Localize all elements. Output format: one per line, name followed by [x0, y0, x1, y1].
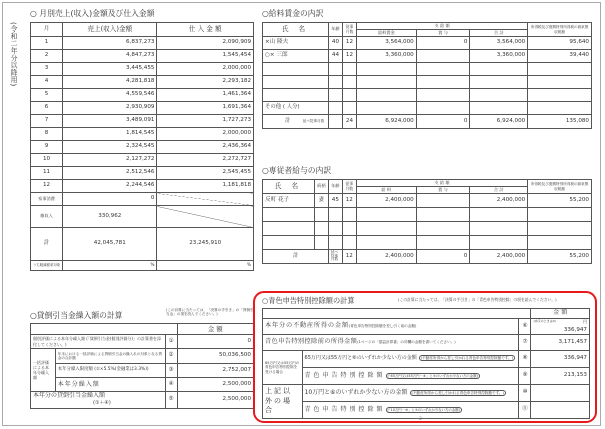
kashi-r3-v: 2,752,007 [177, 364, 253, 378]
sales-cell: 6,837,273 [63, 37, 157, 50]
kashi-r1-b: (「貸倒引当金(個別評価分)」の計算書を添付してください。) [33, 336, 161, 347]
kyuryo-h-name: 氏 名 [263, 23, 329, 37]
senju-h-wage: 給 料 [356, 187, 416, 194]
aoiro-r2: 青色申告特別控除前の所得金額 [265, 338, 358, 346]
purch-cell: 1,691,364 [157, 102, 254, 115]
senju-wage: 2,400,000 [356, 194, 416, 208]
kyuryo-row [263, 50, 592, 63]
kashi-r4-no: ④ [165, 378, 177, 392]
kyuryo-total: 3,360,000 [470, 50, 528, 63]
monthly-row [31, 167, 254, 180]
aoiro-small-note: (赤字のときは0) [533, 319, 556, 324]
kashi-r3-b: 本年分繰入限度額 (②×5.5%(金融業は3.3%)) [55, 364, 165, 378]
purch-cell: 2,000,000 [157, 128, 254, 141]
monthly-row [31, 76, 254, 89]
senju-name: 反町 花子 [263, 194, 315, 208]
senju-h-name: 氏 名 [263, 180, 315, 194]
aoiro-r5: 10万円と⑥のいずれか少ない方の金額 [304, 388, 408, 396]
row-total-purch: 23,245,910 [157, 228, 254, 261]
aoiro-r1-no: ⑥ [519, 319, 531, 335]
purch-cell: 2,545,455 [157, 167, 254, 180]
page-number: ― 2 ― [414, 416, 428, 421]
senju-h-bonus: 賞 与 [416, 187, 470, 194]
senju-h-total: 合 計 [470, 187, 528, 194]
kyuryo-name: ×山 隆夫 [263, 37, 329, 50]
senju-h-rel: 続柄 [314, 180, 328, 194]
kashi-r5-v: 2,500,000 [177, 392, 253, 409]
row-tax-purch: % [157, 261, 254, 271]
kyuryo-age: 40 [328, 37, 342, 50]
h-sales: 売上(収入)金額 [63, 23, 157, 37]
aoiro-h-amount: 金 額 [531, 309, 590, 319]
aoiro-r6-no: ⑪ [519, 402, 531, 419]
kashi-h-amount: 金 額 [177, 324, 253, 335]
kyuryo-h-months: 従事月数 [342, 23, 356, 37]
kashi-table [30, 323, 254, 409]
senju-sum-mon: 12 [342, 250, 356, 264]
row-jika-void [157, 193, 254, 206]
sales-cell: 2,324,545 [63, 141, 157, 154]
month-cell: 7 [31, 115, 63, 128]
senju-h-tax: 所得税及び復興特別所得税の源泉徴収税額 [528, 180, 592, 194]
purch-cell: 2,272,727 [157, 154, 254, 167]
kashi-r1-a: 個別評価による本年分繰入額 [33, 336, 85, 342]
kyuryo-bonus: 0 [416, 37, 470, 50]
kyuryo-h-bonus: 賞 与 [416, 30, 470, 37]
aoiro-r1-note: (青色申告特別控除額を差し引く前の金額) [348, 324, 417, 329]
aoiro-r3-note: (不動産所得から差し引かれる青色申告特別控除額です。) [420, 356, 514, 361]
row-jika-sales: 0 [63, 193, 157, 206]
sales-cell: 2,127,272 [63, 154, 157, 167]
aoiro-r2-no: ⑦ [519, 335, 531, 351]
month-cell: 11 [31, 167, 63, 180]
month-cell: 10 [31, 154, 63, 167]
senju-h-months: 従事月数 [342, 180, 356, 194]
monthly-row [31, 89, 254, 102]
kyuryo-sum-note: 延べ従事月数 [302, 118, 325, 123]
kyuryo-h-age: 年齢 [328, 23, 342, 37]
monthly-row [31, 128, 254, 141]
sales-cell: 1,814,545 [63, 128, 157, 141]
purch-cell: 1,181,818 [157, 180, 254, 193]
purch-cell: 2,293,182 [157, 76, 254, 89]
kashi-r1-v: 0 [177, 335, 253, 349]
monthly-row [31, 37, 254, 50]
purch-cell: 2,090,909 [157, 37, 254, 50]
kyuryo-sum-total: 6,924,000 [470, 115, 528, 129]
purch-cell: 2,436,364 [157, 141, 254, 154]
kashi-note: (この計算に当たっては、「決算の手引き」の「貸倒引当金」の項を読んでください。) [166, 308, 254, 317]
month-cell: 9 [31, 141, 63, 154]
senju-sum-note: 延べ従事月数 [328, 250, 342, 264]
kashi-title: ○貸倒引当金繰入額の計算 [30, 311, 123, 320]
aoiro-r5-no: ⑩ [519, 385, 531, 402]
senju-h-age: 年齢 [328, 180, 342, 194]
kyuryo-tax: 95,640 [528, 37, 592, 50]
aoiro-r4-v: 213,153 [531, 368, 590, 385]
monthly-row [31, 154, 254, 167]
monthly-title: ○ 月別売上(収入)金額及び仕入金額 [30, 9, 155, 18]
senju-total: 2,400,000 [470, 194, 528, 208]
aoiro-r6: 青色申告特別控除額 [304, 405, 386, 413]
h-month: 月 [31, 23, 63, 37]
row-total-sales: 42,045,781 [63, 228, 157, 261]
month-cell: 8 [31, 128, 63, 141]
senju-table [262, 179, 592, 264]
monthly-row [31, 102, 254, 115]
row-zatsu-label: 雑収入 [31, 206, 63, 228]
kyuryo-sum-mon: 24 [342, 115, 356, 129]
kyuryo-tax: 39,440 [528, 50, 592, 63]
aoiro-r4: 青色申告特別控除額 [304, 371, 386, 379]
senju-row [263, 194, 592, 208]
aoiro-r6-note: (「10万円－⑩」と⑦のいずれか少ない方の金額) [387, 407, 460, 412]
senju-sum-tax: 55,200 [528, 250, 592, 264]
kyuryo-title: ○給料賃金の内訳 [262, 9, 324, 18]
aoiro-r2-v: 3,171,457 [531, 335, 590, 351]
kyuryo-sum: 計 [285, 117, 291, 124]
aoiro-yen: 円 [583, 319, 587, 325]
aoiro-note: (この計算に当たっては、「決算の手引き」の「青色申告特別控除」の項を読んでください。) [398, 297, 557, 302]
kyuryo-h-breakdown: 支 給 額 [356, 23, 527, 30]
senju-title: ○専従者給与の内訳 [262, 166, 332, 175]
kyuryo-name: ○× 三郎 [263, 50, 329, 63]
month-cell: 2 [31, 50, 63, 63]
kyuryo-wage: 3,360,000 [356, 50, 416, 63]
month-cell: 1 [31, 37, 63, 50]
sales-cell: 3,445,455 [63, 63, 157, 76]
sales-cell: 2,512,546 [63, 167, 157, 180]
monthly-row [31, 115, 254, 128]
row-jika-label: 家事消費 [31, 193, 63, 206]
kyuryo-h-total: 合 計 [470, 30, 528, 37]
aoiro-r2-note: (1ページの「損益計算書」の㊸欄の金額を書いてください。) [357, 340, 456, 345]
monthly-row [31, 141, 254, 154]
kashi-r5-no: ⑤ [165, 392, 177, 409]
month-cell: 5 [31, 89, 63, 102]
month-cell: 4 [31, 76, 63, 89]
aoiro-r5-side: 上記以外の場合 [263, 385, 303, 419]
senju-rel: 妻 [314, 194, 328, 208]
senju-tax: 55,200 [528, 194, 592, 208]
kyuryo-mon: 12 [342, 50, 356, 63]
purch-cell: 1,727,273 [157, 115, 254, 128]
senju-sum-wage: 2,400,000 [356, 250, 416, 264]
aoiro-r3-v: 336,947 [531, 351, 590, 368]
senju-mon: 12 [342, 194, 356, 208]
monthly-row [31, 180, 254, 193]
kashi-r2-a: 一括評価による本年分繰入額 [31, 349, 56, 392]
month-cell: 12 [31, 180, 63, 193]
kashi-r2-no: ② [165, 349, 177, 364]
row-zatsu-void [157, 206, 254, 228]
sales-cell: 2,244,546 [63, 180, 157, 193]
purch-cell: 2,000,000 [157, 63, 254, 76]
purch-cell: 1,545,454 [157, 50, 254, 63]
kashi-r5-sub: (①＋④) [93, 400, 111, 406]
kashi-r4-b: 本年分繰入額 [55, 378, 165, 392]
sales-cell: 4,559,546 [63, 89, 157, 102]
senju-bonus [416, 194, 470, 208]
aoiro-table [262, 308, 590, 419]
senju-age: 45 [328, 194, 342, 208]
kashi-r1-no: ① [165, 335, 177, 349]
senju-sum-bonus: 0 [416, 250, 470, 264]
h-purch: 仕 入 金 額 [157, 23, 254, 37]
kyuryo-row [263, 37, 592, 50]
kashi-r2-v: 50,036,500 [177, 349, 253, 364]
senju-sum: 計 [293, 252, 299, 259]
kyuryo-h-tax: 所得税及び復興特別所得税の源泉徴収税額 [528, 23, 592, 37]
kyuryo-wage: 3,564,000 [356, 37, 416, 50]
sales-cell: 2,930,909 [63, 102, 157, 115]
aoiro-r4-no: ⑨ [519, 368, 531, 385]
kashi-r2-b: 年末における一括評価による貸倒引当金の繰入れの対象となる貸金の合計額 [55, 349, 165, 364]
sales-cell: 3,489,091 [63, 115, 157, 128]
aoiro-title: ○青色申告特別控除額の計算 [262, 296, 355, 305]
aoiro-r3: 65万円又は55万円と⑥のいずれか少ない方の金額 [304, 355, 417, 362]
kashi-r3-no: ③ [165, 364, 177, 378]
kyuryo-mon: 12 [342, 37, 356, 50]
kyuryo-sum-bonus: 0 [416, 115, 470, 129]
monthly-row [31, 63, 254, 76]
kyuryo-h-wage: 給料賃金 [356, 30, 416, 37]
month-cell: 6 [31, 102, 63, 115]
row-zatsu-sales: 330,962 [63, 206, 157, 228]
aoiro-r4-note: (「65万円又は55万円－⑧」と⑦のいずれか少ない方の金額) [387, 373, 478, 378]
aoiro-r1: 本年分の不動産所得の金額 [265, 322, 349, 330]
monthly-table [30, 22, 254, 271]
aoiro-r5-note: (不動産所得から差し引かれる青色申告特別控除額です。) [411, 390, 504, 395]
kyuryo-total: 3,564,000 [470, 37, 528, 50]
sales-cell: 4,281,818 [63, 76, 157, 89]
kyuryo-table [262, 22, 592, 129]
senju-sum-total: 2,400,000 [470, 250, 528, 264]
monthly-row [31, 50, 254, 63]
kashi-r4-v: 2,500,000 [177, 378, 253, 392]
kashi-r5-a: 本年分の貸倒引当金繰入額 [33, 392, 106, 400]
aoiro-r3-side: 65万円又は55万円の青色申告特別控除を受ける場合 [263, 351, 303, 385]
senju-h-breakdown: 支 給 額 [356, 180, 527, 187]
row-tax-label: うち軽減税率対象 [31, 261, 63, 271]
row-total-label: 計 [31, 228, 63, 261]
purch-cell: 1,461,364 [157, 89, 254, 102]
aoiro-r1-v: 336,947 [563, 326, 587, 333]
kyuryo-other: その他 ( 人分) [263, 102, 329, 115]
row-tax-sales: % [63, 261, 157, 271]
aoiro-r3-no: ⑧ [519, 351, 531, 368]
kyuryo-age: 44 [328, 50, 342, 63]
sales-cell: 4,847,273 [63, 50, 157, 63]
kyuryo-bonus [416, 50, 470, 63]
vertical-note: (令和二年分以降用) [9, 22, 17, 87]
kyuryo-sum-tax: 135,080 [528, 115, 592, 129]
kyuryo-sum-wage: 6,924,000 [356, 115, 416, 129]
month-cell: 3 [31, 63, 63, 76]
